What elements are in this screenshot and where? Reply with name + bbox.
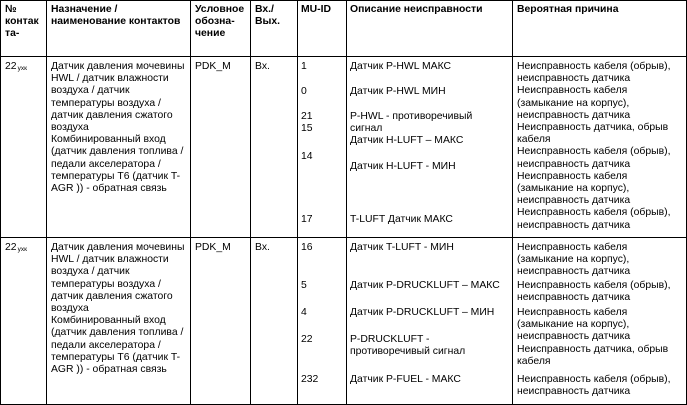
header-text: Назначение /: [51, 4, 118, 15]
purpose-cell: [51, 61, 184, 195]
column-divider: [346, 0, 347, 405]
header-fault: Описание неисправности: [350, 4, 483, 15]
fault-description: T-LUFT Датчик МАКС: [350, 214, 453, 225]
contact-number-value: 22: [5, 61, 17, 72]
fault-description: [350, 334, 465, 358]
purpose-line: Комбинированный вход: [51, 134, 166, 146]
cause-line: Неисправность кабеля (обрыв),: [517, 61, 671, 72]
header-text: Вх./: [255, 4, 274, 15]
column-divider: [190, 0, 191, 405]
cause-line: неисправность датчика: [517, 73, 631, 85]
cause-line: Неисправность кабеля (обрыв),: [517, 207, 671, 219]
purpose-line: температуры воздуха /: [51, 278, 161, 290]
mu-id: 16: [301, 242, 313, 253]
cause-line: (замыкание на корпус),: [517, 183, 630, 195]
cause-line: Неисправность кабеля (обрыв),: [517, 280, 671, 291]
column-divider: [46, 0, 47, 405]
purpose-line: температуры воздуха /: [51, 97, 161, 109]
cause-line: Неисправность кабеля: [517, 242, 628, 253]
cause-cell: [517, 280, 670, 304]
purpose-line: температуры T6 (датчик T-: [51, 170, 181, 182]
purpose-line: воздуха / датчик: [51, 85, 130, 97]
cause-line: неисправность датчика: [517, 386, 631, 398]
purpose-line: воздуха / датчик: [51, 266, 130, 278]
fault-line: сигнал: [350, 123, 383, 135]
purpose-line: температуры T6 (датчик T-: [51, 351, 181, 363]
cause-line: Неисправность датчика, обрыв: [517, 122, 669, 134]
purpose-line: Датчик давления мочевины: [51, 242, 185, 253]
fault-description: Датчик H-LUFT - МИН: [350, 161, 456, 172]
table-left-border: [0, 0, 1, 405]
purpose-line: AGR )) - обратная связь: [51, 183, 167, 195]
mu-id: 14: [301, 151, 313, 162]
header-muid: MU-ID: [301, 4, 332, 15]
cause-line: (замыкание на корпус),: [517, 254, 630, 266]
purpose-line: HWL / датчик влажности: [51, 254, 169, 266]
purpose-line: AGR )) - обратная связь: [51, 364, 167, 376]
fault-line: P-HWL - противоречивый: [350, 111, 473, 122]
mu-id: 21: [301, 111, 313, 122]
contact-number-subscript: ухк: [17, 65, 27, 72]
header-text: контак: [5, 16, 39, 28]
purpose-line: педали акселератора /: [51, 158, 161, 170]
purpose-line: воздуха: [51, 122, 89, 134]
mu-id: 4: [301, 307, 307, 318]
header-text: обозна-: [195, 16, 235, 28]
header-text: Вых.: [255, 16, 281, 28]
cause-line: Неисправность кабеля: [517, 170, 628, 182]
cause-cell: [517, 242, 630, 279]
cause-line: (замыкание на корпус),: [517, 97, 630, 109]
header-contact: [5, 4, 39, 41]
mu-id: 15: [301, 123, 313, 134]
fault-description: Датчик T-LUFT - МИН: [350, 242, 454, 253]
column-divider: [250, 0, 251, 405]
fault-description: Датчик P-DRUCKLUFT – МИН: [350, 307, 495, 318]
cause-line: Неисправность кабеля (обрыв),: [517, 374, 671, 385]
cause-line: (замыкание на корпус),: [517, 319, 630, 331]
cause-line: Неисправность кабеля: [517, 85, 628, 97]
purpose-line: педали акселератора /: [51, 339, 161, 351]
fault-description: Датчик P-HWL МИН: [350, 86, 446, 97]
cause-cell: [517, 307, 630, 344]
purpose-line: HWL / датчик влажности: [51, 73, 169, 85]
header-text: чение: [195, 28, 226, 40]
cause-line: неисправность датчика: [517, 266, 631, 278]
purpose-line: (датчик давления топлива /: [51, 327, 184, 339]
inout-cell: Вх.: [255, 242, 270, 253]
cause-line: неисправность датчика: [517, 195, 631, 207]
header-text: наименование контактов: [51, 16, 181, 28]
header-text: №: [5, 4, 17, 15]
header-inout: [255, 4, 280, 28]
purpose-cell: [51, 242, 184, 376]
header-bottom-border: [0, 56, 687, 57]
contact-number: [5, 61, 27, 74]
fault-line: противоречивый сигнал: [350, 346, 466, 358]
cause-line: Неисправность датчика, обрыв: [517, 344, 669, 355]
contact-number-subscript: ухк: [17, 246, 27, 253]
designation-cell: PDK_M: [195, 242, 231, 253]
fault-description: Датчик H-LUFT – МАКС: [350, 135, 464, 146]
header-text: Условное: [195, 4, 245, 15]
mu-id: 22: [301, 334, 313, 345]
header-designation: [195, 4, 244, 41]
fault-line: P-DRUCKLUFT -: [350, 334, 430, 345]
cause-line: Неисправность кабеля (обрыв),: [517, 146, 671, 158]
cause-line: неисправность датчика: [517, 292, 631, 304]
purpose-line: датчик давления сжатого: [51, 290, 173, 302]
fault-description: Датчик P-HWL МАКС: [350, 61, 452, 72]
cause-line: кабеля: [517, 356, 551, 368]
cause-cell: [517, 344, 668, 368]
mu-id: 5: [301, 280, 307, 291]
cause-line: неисправность датчика: [517, 219, 631, 231]
table-top-border: [0, 0, 687, 1]
cause-line: неисправность датчика: [517, 109, 631, 121]
fault-description: [350, 111, 472, 135]
purpose-line: Датчик давления мочевины: [51, 61, 185, 72]
mu-id: 1: [301, 61, 307, 72]
header-purpose: [51, 4, 180, 28]
contact-number: [5, 242, 27, 255]
purpose-line: Комбинированный вход: [51, 315, 166, 327]
header-text: та-: [5, 28, 20, 40]
purpose-line: датчик давления сжатого: [51, 109, 173, 121]
purpose-line: (датчик давления топлива /: [51, 146, 184, 158]
column-divider: [512, 0, 513, 405]
mu-id: 17: [301, 214, 313, 225]
column-divider: [297, 0, 298, 405]
cause-cell: [517, 374, 670, 398]
inout-cell: Вх.: [255, 61, 270, 72]
purpose-line: воздуха: [51, 303, 89, 315]
cause-line: неисправность датчика: [517, 331, 631, 343]
designation-cell: PDK_M: [195, 61, 231, 72]
mu-id: 0: [301, 86, 307, 97]
row-divider: [0, 237, 687, 238]
header-cause: Вероятная причина: [517, 4, 619, 15]
cause-line: Неисправность кабеля: [517, 307, 628, 318]
fault-description: Датчик P-DRUCKLUFT – МАКС: [350, 280, 500, 291]
cause-line: неисправность датчика: [517, 158, 631, 170]
contact-number-value: 22: [5, 242, 17, 253]
cause-cell: [517, 61, 670, 232]
cause-line: кабеля: [517, 134, 551, 146]
mu-id: 232: [301, 374, 319, 385]
fault-description: Датчик P-FUEL - МАКС: [350, 374, 461, 385]
